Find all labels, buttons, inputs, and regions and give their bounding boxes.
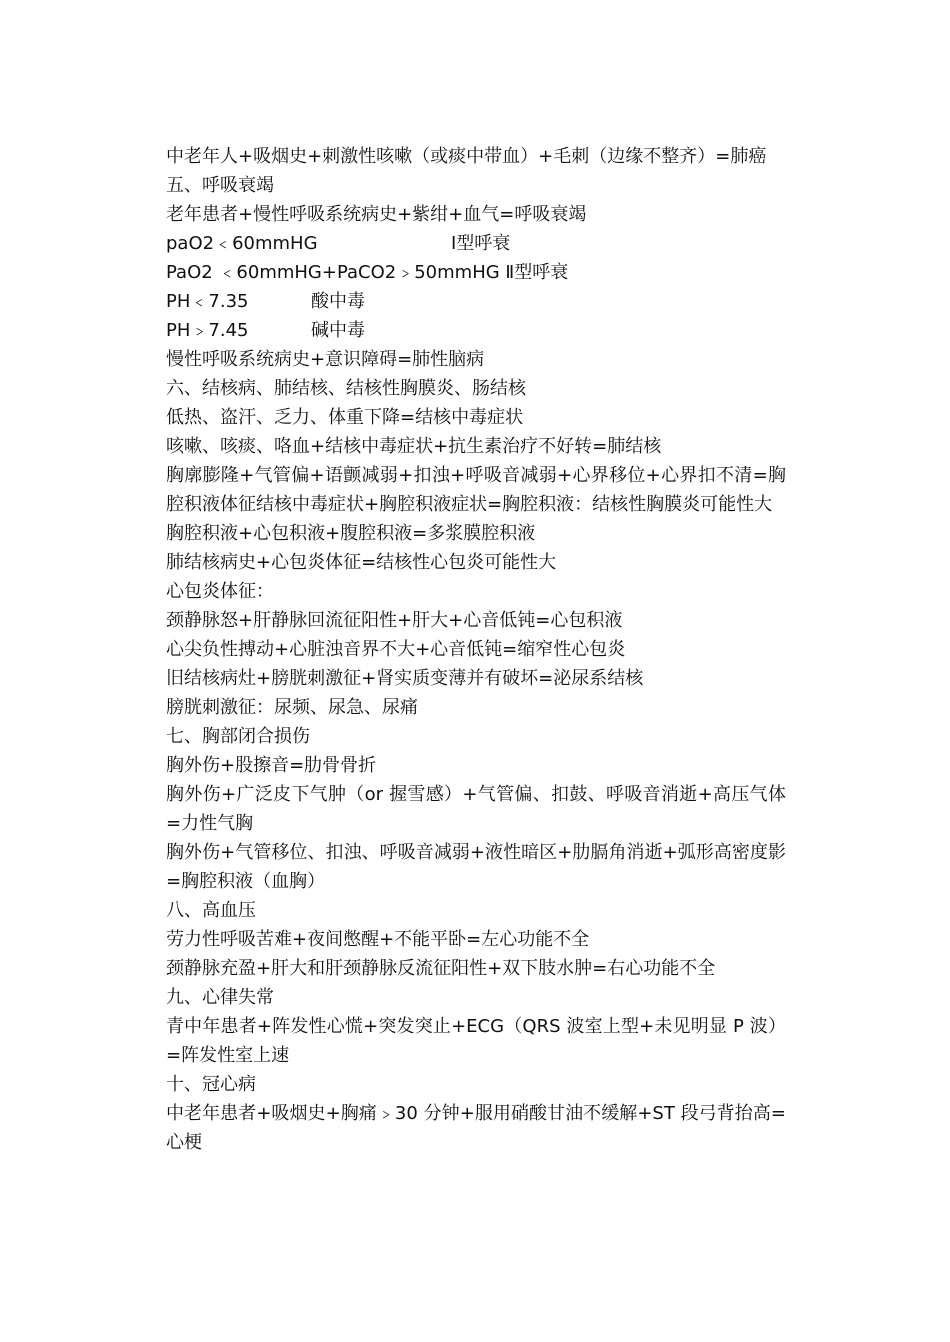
row-result: 酸中毒	[311, 291, 365, 312]
table-row	[166, 287, 786, 316]
row-result: Ⅱ型呼衰	[505, 262, 569, 283]
text-line: 膀胱刺激征：尿频、尿急、尿痛	[166, 697, 418, 718]
text-line: 咳嗽、咳痰、咯血+结核中毒症状+抗生素治疗不好转=肺结核	[166, 436, 662, 457]
text-line: 中老年患者+吸烟史+胸痛﹥30 分钟+服用硝酸甘油不缓解+ST 段弓背抬高=心梗	[166, 1103, 786, 1153]
section-heading: 六、结核病、肺结核、结核性胸膜炎、肠结核	[166, 378, 526, 399]
text-line: 旧结核病灶+膀胱刺激征+肾实质变薄并有破坏=泌尿系结核	[166, 668, 644, 689]
text-line: 胸腔积液+心包积液+腹腔积液=多浆膜腔积液	[166, 523, 536, 544]
text-line: 青中年患者+阵发性心慌+突发突止+ECG（QRS 波室上型+未见明显 P 波）=阵发性室上速	[166, 1016, 786, 1066]
section-heading: 五、呼吸衰竭	[166, 175, 274, 196]
text-line: 颈静脉充盈+肝大和肝颈静脉反流征阳性+双下肢水肿=右心功能不全	[166, 958, 716, 979]
text-line: 中老年人+吸烟史+刺激性咳嗽（或痰中带血）+毛刺（边缘不整齐）=肺癌	[166, 146, 767, 167]
text-line: 低热、盗汗、乏力、体重下降=结核中毒症状	[166, 407, 524, 428]
row-condition: PH﹤7.35	[166, 291, 249, 312]
text-line: 老年患者+慢性呼吸系统病史+紫绀+血气=呼吸衰竭	[166, 204, 587, 225]
section-heading: 七、胸部闭合损伤	[166, 726, 310, 747]
text-line: 心尖负性搏动+心脏浊音界不大+心音低钝=缩窄性心包炎	[166, 639, 626, 660]
text-line: 劳力性呼吸苦难+夜间憋醒+不能平卧=左心功能不全	[166, 929, 590, 950]
row-result: 碱中毒	[311, 320, 365, 341]
document-page	[166, 142, 786, 1157]
text-line: 心包炎体征：	[166, 581, 274, 602]
table-row	[166, 229, 786, 258]
text-line: 肺结核病史+心包炎体征=结核性心包炎可能性大	[166, 552, 557, 573]
text-line: 胸廓膨隆+气管偏+语颤减弱+扣浊+呼吸音减弱+心界移位+心界扣不清=胸腔积液体征结核中毒症状+胸腔积液症状=胸腔积液：结核性胸膜炎可能性大	[166, 465, 786, 515]
section-heading: 八、高血压	[166, 900, 256, 921]
section-heading: 九、心律失常	[166, 987, 274, 1008]
table-row	[166, 316, 786, 345]
row-condition: PaO2 ﹤60mmHG+PaCO2﹥50mmHG	[166, 262, 500, 283]
section-heading: 十、冠心病	[166, 1074, 256, 1095]
row-result: Ⅰ型呼衰	[451, 233, 511, 254]
text-line: 慢性呼吸系统病史+意识障碍=肺性脑病	[166, 349, 485, 370]
row-condition: paO2﹤60mmHG	[166, 233, 318, 254]
text-line: 胸外伤+股擦音=肋骨骨折	[166, 755, 377, 776]
row-condition: PH﹥7.45	[166, 320, 249, 341]
text-line: 胸外伤+广泛皮下气肿（or 握雪感）+气管偏、扣鼓、呼吸音消逝+高压气体=力性气胸	[166, 784, 786, 834]
text-line: 胸外伤+气管移位、扣浊、呼吸音减弱+液性暗区+肋膈角消逝+弧形高密度影=胸腔积液（血胸）	[166, 842, 786, 892]
text-line: 颈静脉怒+肝静脉回流征阳性+肝大+心音低钝=心包积液	[166, 610, 623, 631]
table-row	[166, 258, 786, 287]
